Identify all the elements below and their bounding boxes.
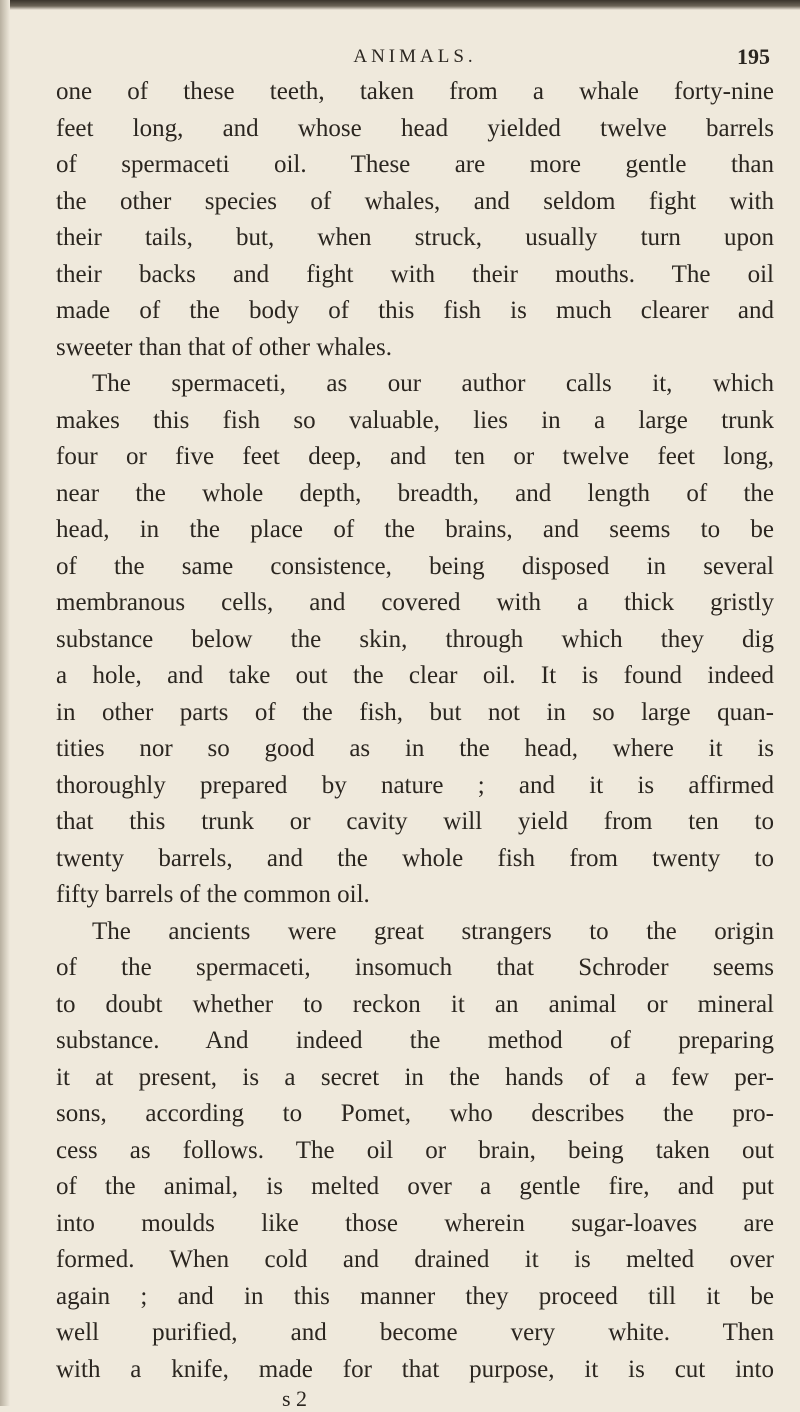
running-head — [56, 32, 774, 72]
running-title: ANIMALS. — [353, 46, 477, 67]
text-line: fifty barrels of the common oil. — [56, 881, 370, 908]
text-line: made of the body of this fish is much clearer and — [56, 297, 774, 324]
text-line: well purified, and become very white. Then — [56, 1319, 774, 1346]
text-line: four or five feet deep, and ten or twelve feet long, — [56, 443, 774, 470]
text-line: in other parts of the fish, but not in so large quan- — [56, 698, 774, 726]
text-line: with a knife, made for that purpose, it is cut into — [56, 1355, 774, 1383]
text-line: of spermaceti oil. These are more gentle than — [56, 151, 774, 178]
page-binding-shadow — [0, 0, 10, 1406]
paragraph-start-line: The spermaceti, as our author calls it, which — [92, 370, 774, 397]
text-line: formed. When cold and drained it is melted over — [56, 1246, 774, 1273]
text-line: the other species of whales, and seldom fight with — [56, 187, 774, 215]
text-line: sons, according to Pomet, who describes the pro- — [56, 1100, 774, 1127]
text-line: cess as follows. The oil or brain, being taken out — [56, 1136, 774, 1164]
text-line: tities nor so good as in the head, where it is — [56, 735, 774, 762]
text-line: their tails, but, when struck, usually turn upon — [56, 224, 774, 251]
text-line: a hole, and take out the clear oil. It is found indeed — [56, 662, 774, 689]
paragraph-start-line: The ancients were great strangers to the origin — [92, 917, 774, 945]
text-line: of the spermaceti, insomuch that Schroder seems — [56, 954, 774, 981]
text-line: feet long, and whose head yielded twelve barrels — [56, 114, 774, 142]
text-line: head, in the place of the brains, and seems to be — [56, 516, 774, 543]
page-number: 195 — [737, 44, 770, 69]
text-line: one of these teeth, taken from a whale forty-nine — [56, 78, 774, 105]
text-line: their backs and fight with their mouths. The oil — [56, 260, 774, 288]
text-line: substance below the skin, through which they dig — [56, 625, 774, 653]
page-top-edge — [0, 0, 800, 10]
text-line: of the animal, is melted over a gentle fire, and put — [56, 1173, 774, 1200]
text-line: that this trunk or cavity will yield from ten to — [56, 808, 774, 835]
text-line: makes this fish so valuable, lies in a large trunk — [56, 406, 774, 434]
signature-mark: s 2 — [282, 1386, 308, 1411]
text-line: of the same consistence, being disposed in several — [56, 552, 774, 580]
text-line: sweeter than that of other whales. — [56, 333, 392, 361]
text-line: thoroughly prepared by nature ; and it is affirmed — [56, 771, 774, 799]
body-text — [56, 74, 774, 1388]
text-line: to doubt whether to reckon it an animal or mineral — [56, 990, 774, 1018]
text-line: near the whole depth, breadth, and length of the — [56, 479, 774, 507]
text-line: again ; and in this manner they proceed till it be — [56, 1282, 774, 1310]
text-line: it at present, is a secret in the hands of a few per- — [56, 1063, 774, 1091]
text-line: into moulds like those wherein sugar-loaves are — [56, 1209, 774, 1237]
text-line: substance. And indeed the method of preparing — [56, 1027, 774, 1054]
book-page — [56, 32, 774, 1412]
text-line: membranous cells, and covered with a thick gristly — [56, 589, 774, 616]
text-line: twenty barrels, and the whole fish from twenty to — [56, 844, 774, 872]
